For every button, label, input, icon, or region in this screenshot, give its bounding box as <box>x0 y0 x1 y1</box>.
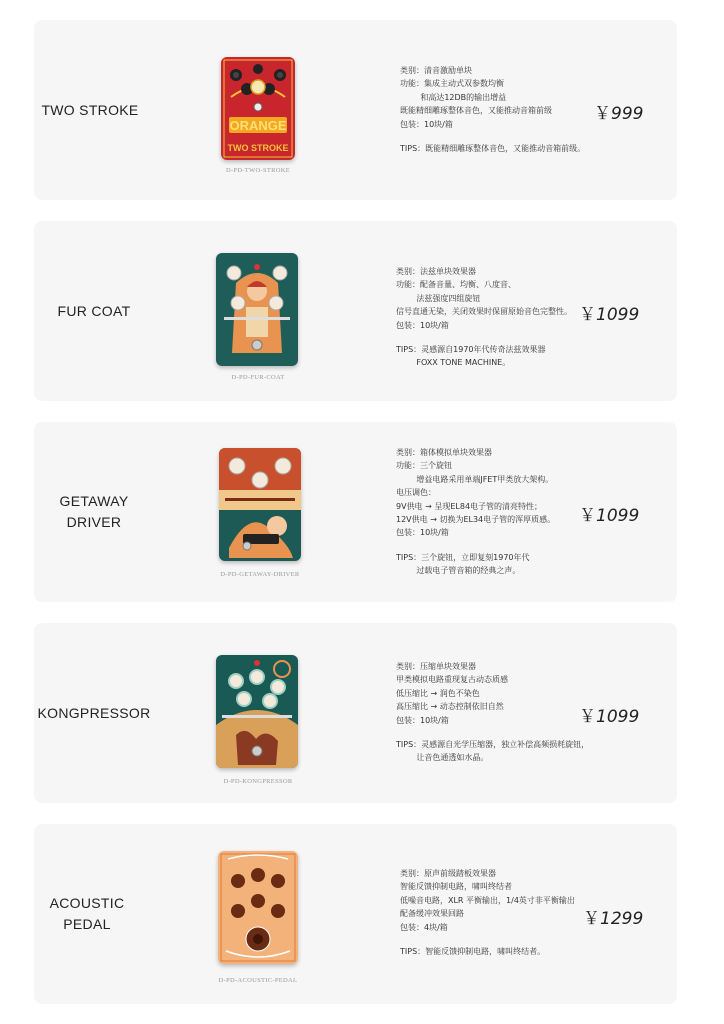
tips-line: 过载电子管音箱的经典之声。 <box>396 566 521 576</box>
product-description <box>396 265 572 370</box>
price-value: 999 <box>611 104 644 124</box>
brand-text: ORANGE <box>229 118 287 133</box>
product-description <box>400 867 575 958</box>
product-price <box>583 904 643 929</box>
tips-line: TIPS：三个旋钮，立即复刻1970年代 <box>396 552 530 562</box>
product-card-kongpressor <box>34 623 677 803</box>
product-code: D-PD-GETAWAY-DRIVER <box>220 571 300 578</box>
fur-coat-pedal-illustration <box>216 253 298 366</box>
desc-line: 和高达12DB的输出增益 <box>400 92 507 102</box>
fur-coat-pedal-image <box>216 253 298 366</box>
product-code: D-PD-ACOUSTIC-PEDAL <box>218 977 298 984</box>
kongpressor-pedal-image <box>216 655 298 768</box>
desc-line: 电压调色： <box>396 488 436 498</box>
product-card-getaway-driver <box>34 422 677 602</box>
acoustic-pedal-image <box>218 851 298 964</box>
acoustic-pedal-illustration <box>218 851 298 964</box>
two-stroke-pedal-image <box>221 57 295 160</box>
desc-line: 类别：原声前级踏板效果器 <box>400 869 496 878</box>
product-price <box>579 702 639 727</box>
product-code: D-PD-FUR-COAT <box>231 374 285 381</box>
tips-line: TIPS：智能反馈抑制电路，啸叫终结者。 <box>400 947 546 957</box>
currency-symbol: ￥ <box>579 305 596 325</box>
product-name: GETAWAY DRIVER <box>59 493 129 530</box>
product-name: KONGPRESSOR <box>37 704 151 721</box>
desc-line: 类别：压缩单块效果器 <box>396 662 476 671</box>
product-price <box>594 99 643 124</box>
product-code: D-PD-KONGPRESSOR <box>223 778 293 785</box>
desc-line: 12V供电 → 切换为EL34电子管的浑厚质感。 <box>396 515 556 525</box>
desc-line: 智能反馈抑制电路，啸叫终结者 <box>400 882 512 892</box>
product-name: ACOUSTIC PEDAL <box>49 895 125 932</box>
desc-line: 高压缩比 → 动态控制依旧自然 <box>396 702 504 712</box>
desc-line: 类别：清音激励单块 <box>400 66 472 75</box>
product-code: D-PD-TWO-STROKE <box>225 167 291 174</box>
product-price <box>579 300 639 325</box>
kongpressor-pedal-illustration <box>216 655 298 768</box>
tips-line: 让音色通透如水晶。 <box>396 753 489 763</box>
desc-line: 包装：4块/箱 <box>400 922 448 932</box>
desc-line: 包装：10块/箱 <box>396 320 449 330</box>
product-description <box>396 660 589 765</box>
price-value: 1099 <box>596 707 640 727</box>
desc-line: 包装：10块/箱 <box>400 119 453 129</box>
desc-line: 信号直通无染，关闭效果时保留原始音色完整性。 <box>396 307 572 317</box>
currency-symbol: ￥ <box>579 506 596 526</box>
price-value: 1099 <box>596 506 640 526</box>
desc-line: 配备缓冲效果回路 <box>400 909 464 919</box>
desc-line: 功能：配备音量、均衡、八度音、 <box>396 280 516 290</box>
product-description <box>396 446 555 578</box>
two-stroke-pedal-illustration <box>221 57 295 160</box>
tips-line: TIPS：灵感源自光学压缩器，独立补偿高频损耗旋钮， <box>396 740 590 750</box>
price-value: 1099 <box>596 305 640 325</box>
model-text: TWO STROKE <box>227 143 289 153</box>
price-value: 1299 <box>600 909 644 929</box>
currency-symbol: ￥ <box>579 707 596 727</box>
product-card-fur-coat <box>34 221 677 401</box>
product-card-acoustic-pedal <box>34 824 677 1004</box>
desc-line: 低压缩比 → 润色不染色 <box>396 688 480 698</box>
desc-line: 甲类模拟电路重现复古动态质感 <box>396 675 508 685</box>
desc-line: 类别：法兹单块效果器 <box>396 267 476 276</box>
currency-symbol: ￥ <box>583 909 600 929</box>
product-description <box>400 64 585 155</box>
desc-line: 9V供电 → 呈现EL84电子管的清亮特性； <box>396 501 543 511</box>
tips-line: TIPS：既能精细雕琢整体音色，又能推动音箱前级。 <box>400 144 586 154</box>
desc-line: 既能精细雕琢整体音色，又能推动音箱前级 <box>400 106 552 116</box>
product-price <box>579 501 639 526</box>
tips-line: TIPS：灵感源自1970年代传奇法兹效果器 <box>396 345 546 355</box>
getaway-driver-pedal-illustration <box>219 448 301 561</box>
desc-line: 包装：10块/箱 <box>396 528 449 538</box>
product-card-two-stroke <box>34 20 677 200</box>
currency-symbol: ￥ <box>594 104 611 124</box>
product-name: TWO STROKE <box>41 101 139 118</box>
desc-line: 功能：集成主动式双参数均衡 <box>400 79 504 89</box>
desc-line: 包装：10块/箱 <box>396 715 449 725</box>
desc-line: 功能：三个旋钮 <box>396 461 452 471</box>
desc-line: 增益电路采用单端JFET甲类放大架构。 <box>396 474 554 484</box>
desc-line: 低噪音电路，XLR 平衡输出，1/4英寸非平衡输出 <box>400 895 575 905</box>
desc-line: 法兹强度四组旋钮 <box>396 293 481 303</box>
getaway-driver-pedal-image <box>219 448 301 561</box>
product-name: FUR COAT <box>57 302 131 319</box>
tips-line: FOXX TONE MACHINE。 <box>396 358 511 368</box>
desc-line: 类别：箱体模拟单块效果器 <box>396 448 492 457</box>
